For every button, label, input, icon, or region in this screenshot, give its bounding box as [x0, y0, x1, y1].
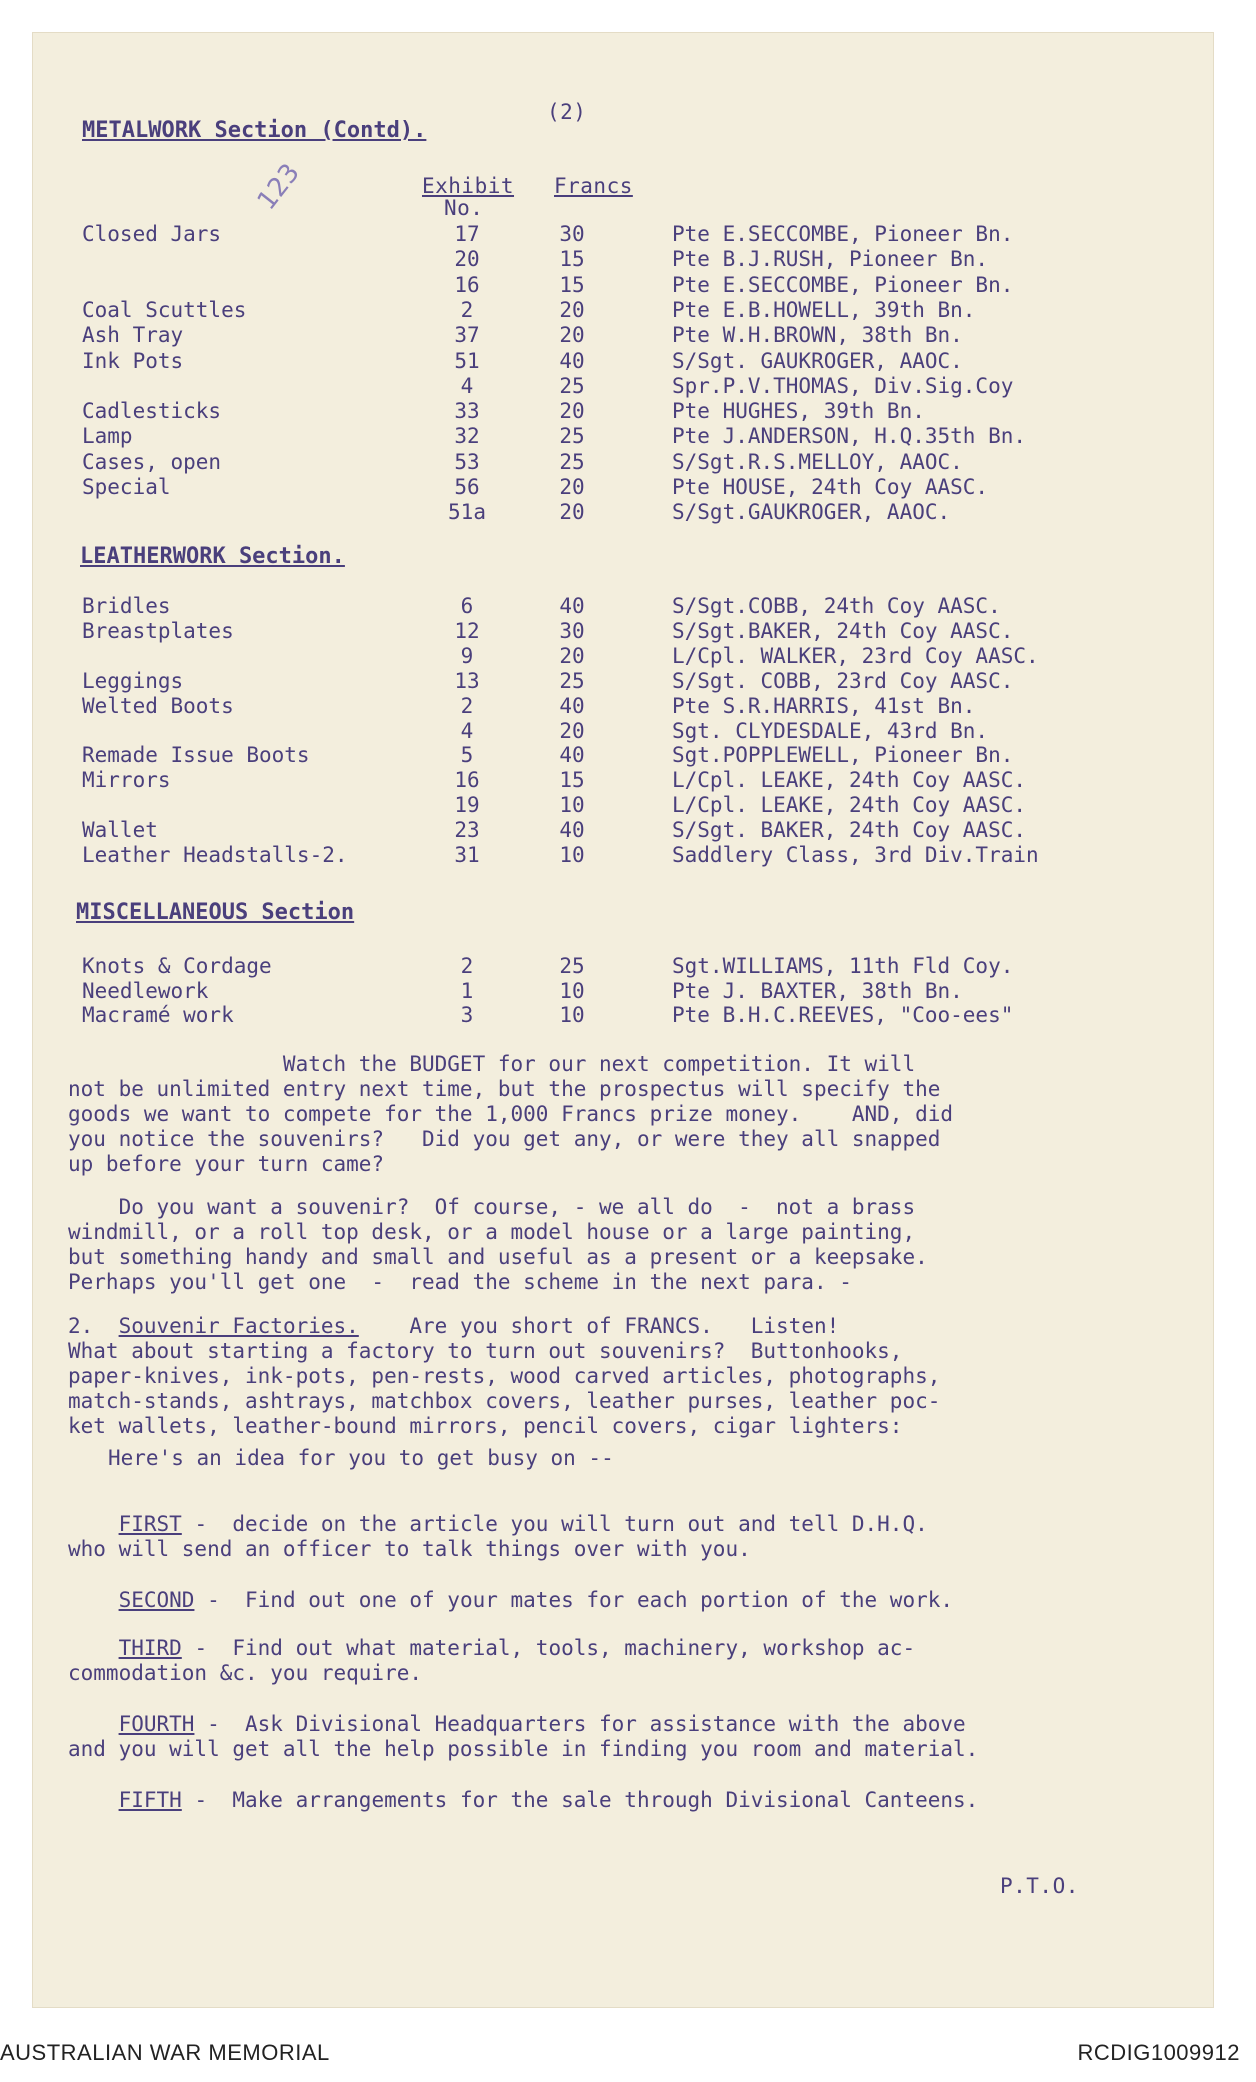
row-exhibit-no: 6 [460, 594, 474, 618]
table-row [32, 323, 1214, 348]
factories-number: 2. [68, 1314, 94, 1338]
table-row [32, 669, 1214, 694]
row-exhibitor: S/Sgt. COBB, 23rd Coy AASC. [672, 668, 1014, 693]
row-francs: 40 [559, 348, 585, 373]
row-exhibit-no: 53 [454, 449, 480, 474]
step-first [68, 1512, 928, 1562]
budget-paragraph [68, 1052, 953, 1177]
row-item: Breastplates [82, 618, 234, 643]
row-exhibitor: S/Sgt. BAKER, 24th Coy AASC. [672, 818, 1027, 843]
factories-title: Souvenir Factories. [118, 1314, 359, 1338]
francs-header: Francs [554, 174, 633, 198]
paragraph-line: ket wallets, leather-bound mirrors, pencil covers, cigar lighters: [68, 1414, 903, 1438]
row-exhibitor: Sgt.WILLIAMS, 11th Fld Coy. [672, 954, 1014, 978]
step-label: FIFTH [118, 1788, 182, 1812]
row-exhibit-no: 19 [454, 793, 480, 818]
step-text: - Find out what material, tools, machinery, workshop ac- [181, 1636, 916, 1660]
row-item: Coal Scuttles [82, 297, 247, 322]
table-row [32, 843, 1214, 868]
step-text: - Ask Divisional Headquarters for assistance with the above [194, 1712, 966, 1736]
row-exhibitor: S/Sgt.COBB, 24th Coy AASC. [672, 594, 1001, 618]
table-row [32, 374, 1214, 399]
row-exhibit-no: 31 [454, 843, 480, 867]
paragraph-line: match-stands, ashtrays, matchbox covers, leather purses, leather poc- [68, 1389, 941, 1413]
row-exhibitor: Pte HOUSE, 24th Coy AASC. [672, 475, 989, 499]
row-exhibitor: Pte E.SECCOMBE, Pioneer Bn. [672, 272, 1014, 297]
step-line [68, 1636, 915, 1661]
row-francs: 25 [559, 373, 585, 398]
row-exhibit-no: 17 [454, 222, 480, 246]
handwritten-folio-number: 123 [251, 158, 306, 216]
row-item: Ash Tray [82, 323, 184, 348]
exhibit-no-header: No. [444, 196, 484, 220]
row-francs: 25 [559, 424, 585, 449]
row-francs: 10 [559, 843, 585, 867]
row-exhibit-no: 37 [454, 323, 480, 348]
table-row [32, 768, 1214, 793]
row-exhibit-no: 2 [460, 954, 474, 978]
row-exhibit-no: 2 [460, 297, 474, 322]
table-row [32, 349, 1214, 374]
paragraph-line: What about starting a factory to turn out souvenirs? Buttonhooks, [68, 1339, 903, 1363]
table-row [32, 719, 1214, 744]
row-exhibit-no: 20 [454, 247, 480, 272]
row-francs: 10 [559, 793, 585, 818]
table-row [32, 594, 1214, 619]
row-item: Knots & Cordage [82, 954, 272, 978]
row-francs: 20 [559, 323, 585, 348]
step-line: and you will get all the help possible in finding you room and material. [68, 1737, 979, 1761]
table-row [32, 273, 1214, 298]
row-item: Closed Jars [82, 222, 222, 246]
paragraph-line: but something handy and small and useful as a present or a keepsake. [68, 1245, 928, 1269]
row-exhibitor: Saddlery Class, 3rd Div.Train [672, 843, 1039, 867]
table-row [32, 818, 1214, 843]
factories-first-line: Are you short of FRANCS. Listen! [409, 1314, 840, 1338]
row-exhibit-no: 4 [460, 718, 474, 743]
row-item: Mirrors [82, 768, 171, 793]
row-exhibit-no: 2 [460, 693, 474, 718]
step-third [68, 1636, 915, 1686]
step-line [68, 1788, 978, 1813]
paragraph-line: goods we want to compete for the 1,000 Francs prize money. AND, did [68, 1102, 954, 1126]
row-exhibitor: L/Cpl. WALKER, 23rd Coy AASC. [672, 643, 1039, 668]
table-row [32, 1003, 1214, 1028]
row-francs: 20 [559, 718, 585, 743]
row-francs: 40 [559, 743, 585, 768]
row-exhibitor: Pte B.J.RUSH, Pioneer Bn. [672, 247, 989, 272]
step-text: - Make arrangements for the sale through Divisional Canteens. [181, 1788, 979, 1812]
row-exhibit-no: 5 [460, 743, 474, 768]
row-exhibitor: S/Sgt. GAUKROGER, AAOC. [672, 348, 963, 373]
step-second [68, 1588, 953, 1613]
row-exhibitor: S/Sgt.BAKER, 24th Coy AASC. [672, 618, 1014, 643]
step-label: FIRST [118, 1512, 182, 1536]
row-exhibit-no: 4 [460, 373, 474, 398]
table-row [32, 954, 1214, 979]
row-francs: 20 [559, 500, 585, 525]
row-francs: 20 [559, 643, 585, 668]
step-line [68, 1512, 928, 1537]
row-exhibit-no: 12 [454, 618, 480, 643]
row-exhibitor: S/Sgt.GAUKROGER, AAOC. [672, 500, 951, 525]
please-turn-over: P.T.O. [1000, 1874, 1079, 1898]
paragraph-line: paper-knives, ink-pots, pen-rests, wood carved articles, photographs, [68, 1364, 941, 1388]
leatherwork-section-title: LEATHERWORK Section. [80, 544, 345, 569]
row-francs: 25 [559, 954, 585, 978]
row-exhibit-no: 13 [454, 668, 480, 693]
row-exhibit-no: 33 [454, 399, 480, 424]
row-exhibitor: Pte E.SECCOMBE, Pioneer Bn. [672, 222, 1014, 246]
factories-paragraph [68, 1339, 940, 1439]
paragraph-line: Do you want a souvenir? Of course, - we all do - not a brass [68, 1195, 916, 1219]
page-number: (2) [547, 100, 587, 124]
step-label: SECOND [118, 1588, 195, 1612]
row-exhibit-no: 16 [454, 272, 480, 297]
row-francs: 20 [559, 399, 585, 424]
table-row [32, 298, 1214, 323]
paragraph-line: you notice the souvenirs? Did you get any, or were they all snapped [68, 1127, 941, 1151]
step-fourth [68, 1712, 978, 1762]
row-francs: 40 [559, 818, 585, 843]
row-item: Ink Pots [82, 348, 184, 373]
row-item: Leggings [82, 668, 184, 693]
row-francs: 15 [559, 272, 585, 297]
exhibit-header: Exhibit [422, 174, 515, 198]
table-row [32, 424, 1214, 449]
row-exhibitor: L/Cpl. LEAKE, 24th Coy AASC. [672, 793, 1027, 818]
row-exhibit-no: 16 [454, 768, 480, 793]
row-exhibit-no: 56 [454, 475, 480, 499]
paragraph-line: Perhaps you'll get one - read the scheme in the next para. - [68, 1270, 852, 1294]
step-text: - decide on the article you will turn out and tell D.H.Q. [181, 1512, 928, 1536]
table-row [32, 979, 1214, 1004]
paragraph-line: windmill, or a roll top desk, or a model house or a large painting, [68, 1220, 916, 1244]
paragraph-line: Watch the BUDGET for our next competition. It will [68, 1052, 916, 1076]
row-francs: 15 [559, 247, 585, 272]
row-francs: 40 [559, 594, 585, 618]
row-francs: 30 [559, 222, 585, 246]
idea-line: Here's an idea for you to get busy on -- [108, 1446, 614, 1470]
row-francs: 25 [559, 668, 585, 693]
row-exhibit-no: 51 [454, 348, 480, 373]
step-line: commodation &c. you require. [68, 1661, 423, 1685]
step-line [68, 1712, 978, 1737]
row-francs: 20 [559, 475, 585, 499]
table-row [32, 475, 1214, 500]
table-row [32, 619, 1214, 644]
row-item: Needlework [82, 978, 209, 1003]
row-item: Welted Boots [82, 693, 234, 718]
row-francs: 10 [559, 978, 585, 1003]
row-francs: 20 [559, 297, 585, 322]
row-exhibitor: Pte B.H.C.REEVES, "Coo-ees" [672, 1003, 1014, 1027]
table-row [32, 222, 1214, 247]
row-francs: 10 [559, 1003, 585, 1027]
row-item: Special [82, 475, 171, 499]
row-exhibit-no: 51a [448, 500, 486, 525]
metalwork-section-title: METALWORK Section (Contd). [82, 118, 427, 143]
row-item: Leather Headstalls-2. [82, 843, 348, 867]
row-exhibitor: Pte J. BAXTER, 38th Bn. [672, 978, 963, 1003]
step-fifth [68, 1788, 978, 1813]
table-row [32, 793, 1214, 818]
row-item: Cadlesticks [82, 399, 222, 424]
row-item: Cases, open [82, 449, 222, 474]
row-exhibitor: Pte W.H.BROWN, 38th Bn. [672, 323, 963, 348]
row-exhibitor: Sgt.POPPLEWELL, Pioneer Bn. [672, 743, 1014, 768]
step-label: THIRD [118, 1636, 182, 1660]
row-francs: 25 [559, 449, 585, 474]
step-line: who will send an officer to talk things over with you. [68, 1537, 751, 1561]
table-row [32, 247, 1214, 272]
step-label: FOURTH [118, 1712, 195, 1736]
row-exhibitor: Sgt. CLYDESDALE, 43rd Bn. [672, 718, 989, 743]
row-item: Macramé work [82, 1003, 234, 1027]
document-page [32, 32, 1214, 2008]
row-item: Lamp [82, 424, 133, 449]
row-item: Wallet [82, 818, 158, 843]
table-row [32, 694, 1214, 719]
paragraph-line: not be unlimited entry next time, but the prospectus will specify the [68, 1077, 941, 1101]
factories-heading-line [68, 1314, 839, 1339]
row-exhibit-no: 9 [460, 643, 474, 668]
table-row [32, 450, 1214, 475]
row-francs: 40 [559, 693, 585, 718]
miscellaneous-section-title: MISCELLANEOUS Section [76, 900, 355, 925]
table-row [32, 743, 1214, 768]
row-exhibit-no: 23 [454, 818, 480, 843]
row-exhibitor: Spr.P.V.THOMAS, Div.Sig.Coy [672, 373, 1014, 398]
step-text: - Find out one of your mates for each portion of the work. [194, 1588, 954, 1612]
table-row [32, 500, 1214, 525]
row-francs: 30 [559, 618, 585, 643]
souvenir-paragraph [68, 1195, 928, 1295]
row-exhibitor: Pte J.ANDERSON, H.Q.35th Bn. [672, 424, 1027, 449]
row-item: Bridles [82, 594, 171, 618]
row-exhibit-no: 1 [460, 978, 474, 1003]
paragraph-line: up before your turn came? [68, 1152, 385, 1176]
row-exhibitor: Pte S.R.HARRIS, 41st Bn. [672, 693, 976, 718]
footer-record-id: RCDIG1009912 [1077, 2040, 1240, 2065]
row-exhibitor: Pte HUGHES, 39th Bn. [672, 399, 925, 424]
step-line [68, 1588, 953, 1613]
row-francs: 15 [559, 768, 585, 793]
row-exhibitor: Pte E.B.HOWELL, 39th Bn. [672, 297, 976, 322]
row-exhibit-no: 32 [454, 424, 480, 449]
table-row [32, 399, 1214, 424]
row-item: Remade Issue Boots [82, 743, 310, 768]
row-exhibit-no: 3 [460, 1003, 474, 1027]
table-row [32, 644, 1214, 669]
footer-institution: AUSTRALIAN WAR MEMORIAL [0, 2040, 330, 2065]
row-exhibitor: S/Sgt.R.S.MELLOY, AAOC. [672, 449, 963, 474]
row-exhibitor: L/Cpl. LEAKE, 24th Coy AASC. [672, 768, 1027, 793]
